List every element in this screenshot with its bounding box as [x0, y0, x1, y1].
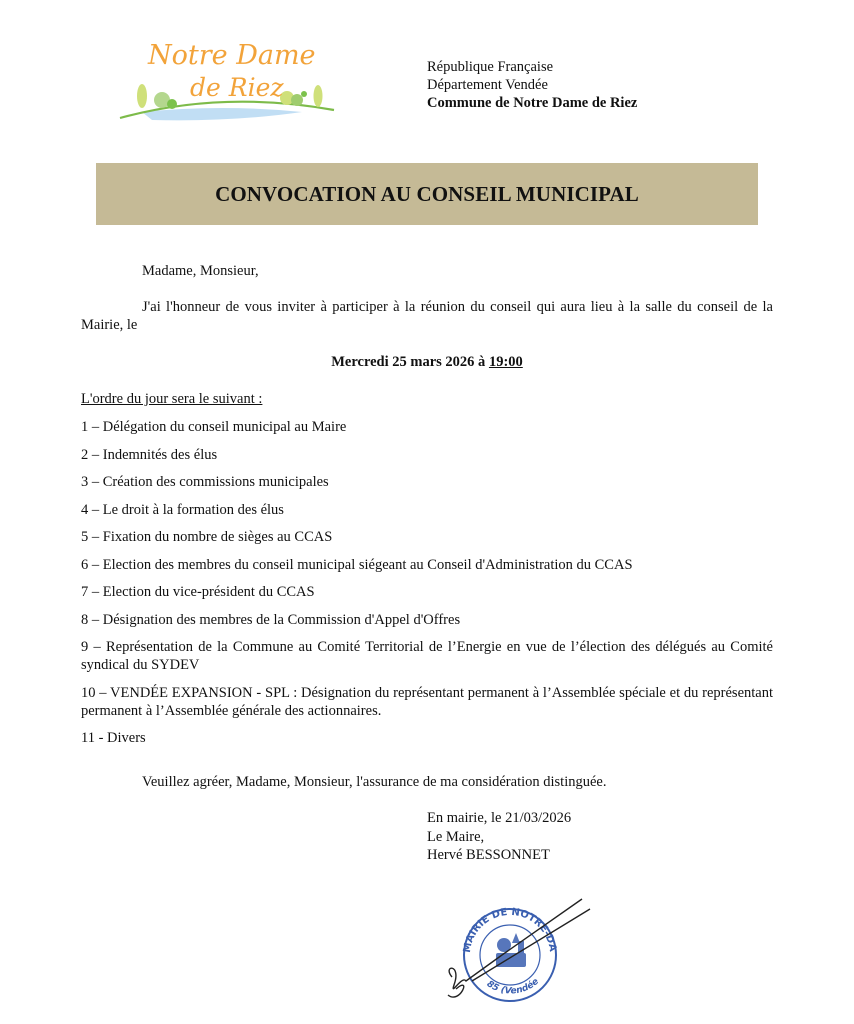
title-banner [96, 163, 758, 225]
logo-text-line1: Notre Dame [148, 40, 316, 71]
agenda-item: 11 - Divers [81, 730, 146, 746]
water-swoosh [142, 108, 302, 120]
tree-icon [314, 85, 323, 107]
stamp-graphic [432, 885, 592, 1010]
meeting-date-prefix: Mercredi 25 mars 2026 à [331, 354, 489, 370]
meeting-date [81, 353, 773, 371]
agenda-list [81, 418, 773, 757]
document-title: CONVOCATION AU CONSEIL MUNICIPAL [215, 181, 639, 206]
logo-text-line2: de Riez [190, 73, 284, 102]
commune-logo [112, 30, 342, 130]
intro-text: J'ai l'honneur de vous inviter à participer à la réunion du conseil qui aura lieu à la salle du conseil de la Mairie, le [81, 299, 773, 333]
bush-icon [301, 91, 307, 97]
header-departement: Département Vendée [427, 77, 548, 93]
logo-graphic [112, 30, 342, 130]
header-info [427, 58, 637, 112]
official-stamp [432, 885, 592, 1010]
agenda-item: 8 – Désignation des membres de la Commission d'Appel d'Offres [81, 611, 461, 628]
tree-icon [137, 84, 147, 108]
signature-block [427, 809, 571, 865]
header-commune: Commune de Notre Dame de Riez [427, 95, 638, 111]
agenda-item: 6 – Election des membres du conseil municipal siégeant au Conseil d'Administration du CCAS [81, 556, 633, 573]
header-republique: République Française [427, 59, 554, 75]
agenda-item: 5 – Fixation du nombre de sièges au CCAS [81, 529, 333, 545]
agenda-heading: L'ordre du jour sera le suivant : [81, 391, 263, 407]
bush-icon [167, 99, 177, 109]
agenda-item: 10 – VENDÉE EXPANSION - SPL : Désignation du représentant permanent à l’Assemblée spéciale et du représentant permanent à l’Assemblée générale des actionnaires. [81, 684, 773, 719]
agenda-item: 7 – Election du vice-président du CCAS [81, 584, 315, 600]
bush-icon [291, 94, 303, 106]
meeting-time: 19:00 [488, 354, 523, 370]
agenda-item: 2 – Indemnités des élus [81, 446, 218, 463]
agenda-item: 9 – Représentation de la Commune au Comité Territorial de l’Energie en vue de l’élection des délégués au Comité syndical du SYDEV [81, 639, 773, 673]
signature-name: Hervé BESSONNET [427, 847, 550, 863]
signature-place-date: En mairie, le 21/03/2026 [427, 810, 572, 826]
agenda-item: 3 – Création des commissions municipales [81, 474, 329, 490]
closing-formula: Veuillez agréer, Madame, Monsieur, l'assurance de ma considération distinguée. [142, 774, 607, 790]
stamp-bottom-text: 85 (Vendée [484, 976, 542, 997]
agenda-item: 1 – Délégation du conseil municipal au Maire [81, 419, 347, 435]
intro-paragraph [81, 298, 773, 334]
stamp-top-text: MAIRIE DE NOTRE-DA [461, 906, 558, 954]
signature-role: Le Maire, [427, 828, 485, 845]
agenda-item: 4 – Le droit à la formation des élus [81, 501, 284, 518]
salutation: Madame, Monsieur, [142, 263, 259, 279]
